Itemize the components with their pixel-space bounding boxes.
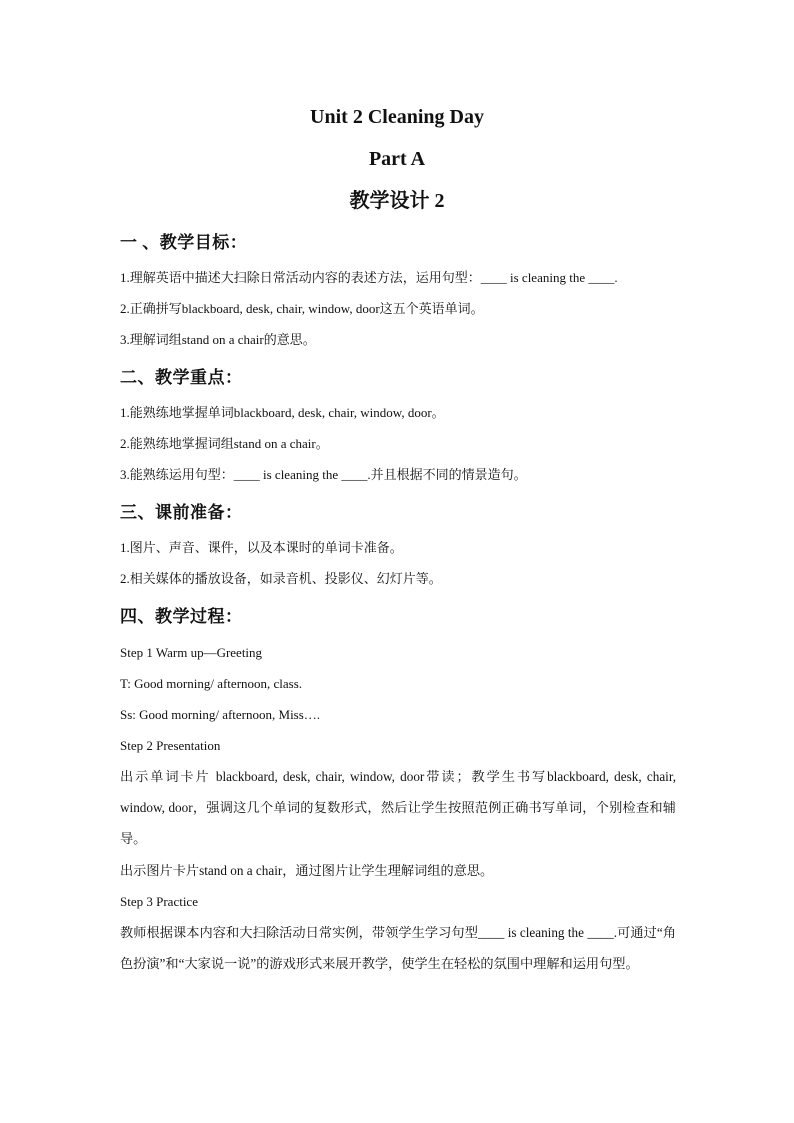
preparation-item-2: 2.相关媒体的播放设备，如录音机、投影仪、幻灯片等。: [120, 571, 442, 586]
key-point-item-3: 3.能熟练运用句型：____ is cleaning the ____.并且根据不同的情景造句。: [120, 467, 527, 482]
goal-item-1: 1.理解英语中描述大扫除日常活动内容的表述方法，运用句型：____ is cleaning the ____.: [120, 270, 618, 285]
section-heading-key-points: 二、教学重点：: [120, 368, 243, 387]
document-design-label: 教学设计 2: [349, 190, 445, 212]
phrase-paragraph: 出示图片卡片stand on a chair，通过图片让学生理解词组的意思。: [120, 863, 494, 878]
section-heading-goals: 一 、教学目标：: [120, 233, 248, 252]
document-title: Unit 2 Cleaning Day: [310, 106, 484, 128]
teacher-greeting: T: Good morning/ afternoon, class.: [120, 676, 303, 691]
goal-item-3: 3.理解词组stand on a chair的意思。: [120, 332, 316, 347]
section-heading-process: 四、教学过程：: [120, 607, 243, 626]
students-greeting: Ss: Good morning/ afternoon, Miss….: [120, 707, 321, 722]
step-2-label: Step 2 Presentation: [120, 738, 221, 753]
goal-item-2: 2.正确拼写blackboard, desk, chair, window, door这五个英语单词。: [120, 301, 484, 316]
section-heading-preparation: 三、课前准备：: [120, 503, 243, 522]
step-3-label: Step 3 Practice: [120, 894, 198, 909]
preparation-item-1: 1.图片、声音、课件，以及本课时的单词卡准备。: [120, 540, 403, 555]
key-point-item-1: 1.能熟练地掌握单词blackboard, desk, chair, window, door。: [120, 405, 445, 420]
key-point-item-2: 2.能熟练地掌握词组stand on a chair。: [120, 436, 329, 451]
presentation-paragraph: 出示单词卡片 blackboard, desk, chair, window, door带读；教学生书写blackboard, desk, chair, window, door，强调这几个单词的复数形式，然后让学生按照范例正确书写单词，个别检查和辅导。: [120, 769, 676, 846]
step-1-label: Step 1 Warm up—Greeting: [120, 645, 263, 660]
document-subtitle: Part A: [368, 148, 426, 170]
practice-paragraph: 教师根据课本内容和大扫除活动日常实例，带领学生学习句型____ is cleaning the ____.可通过“角色扮演”和“大家说一说”的游戏形式来展开教学，使学生在轻松的氛围中理解和运用句型。: [120, 925, 676, 971]
